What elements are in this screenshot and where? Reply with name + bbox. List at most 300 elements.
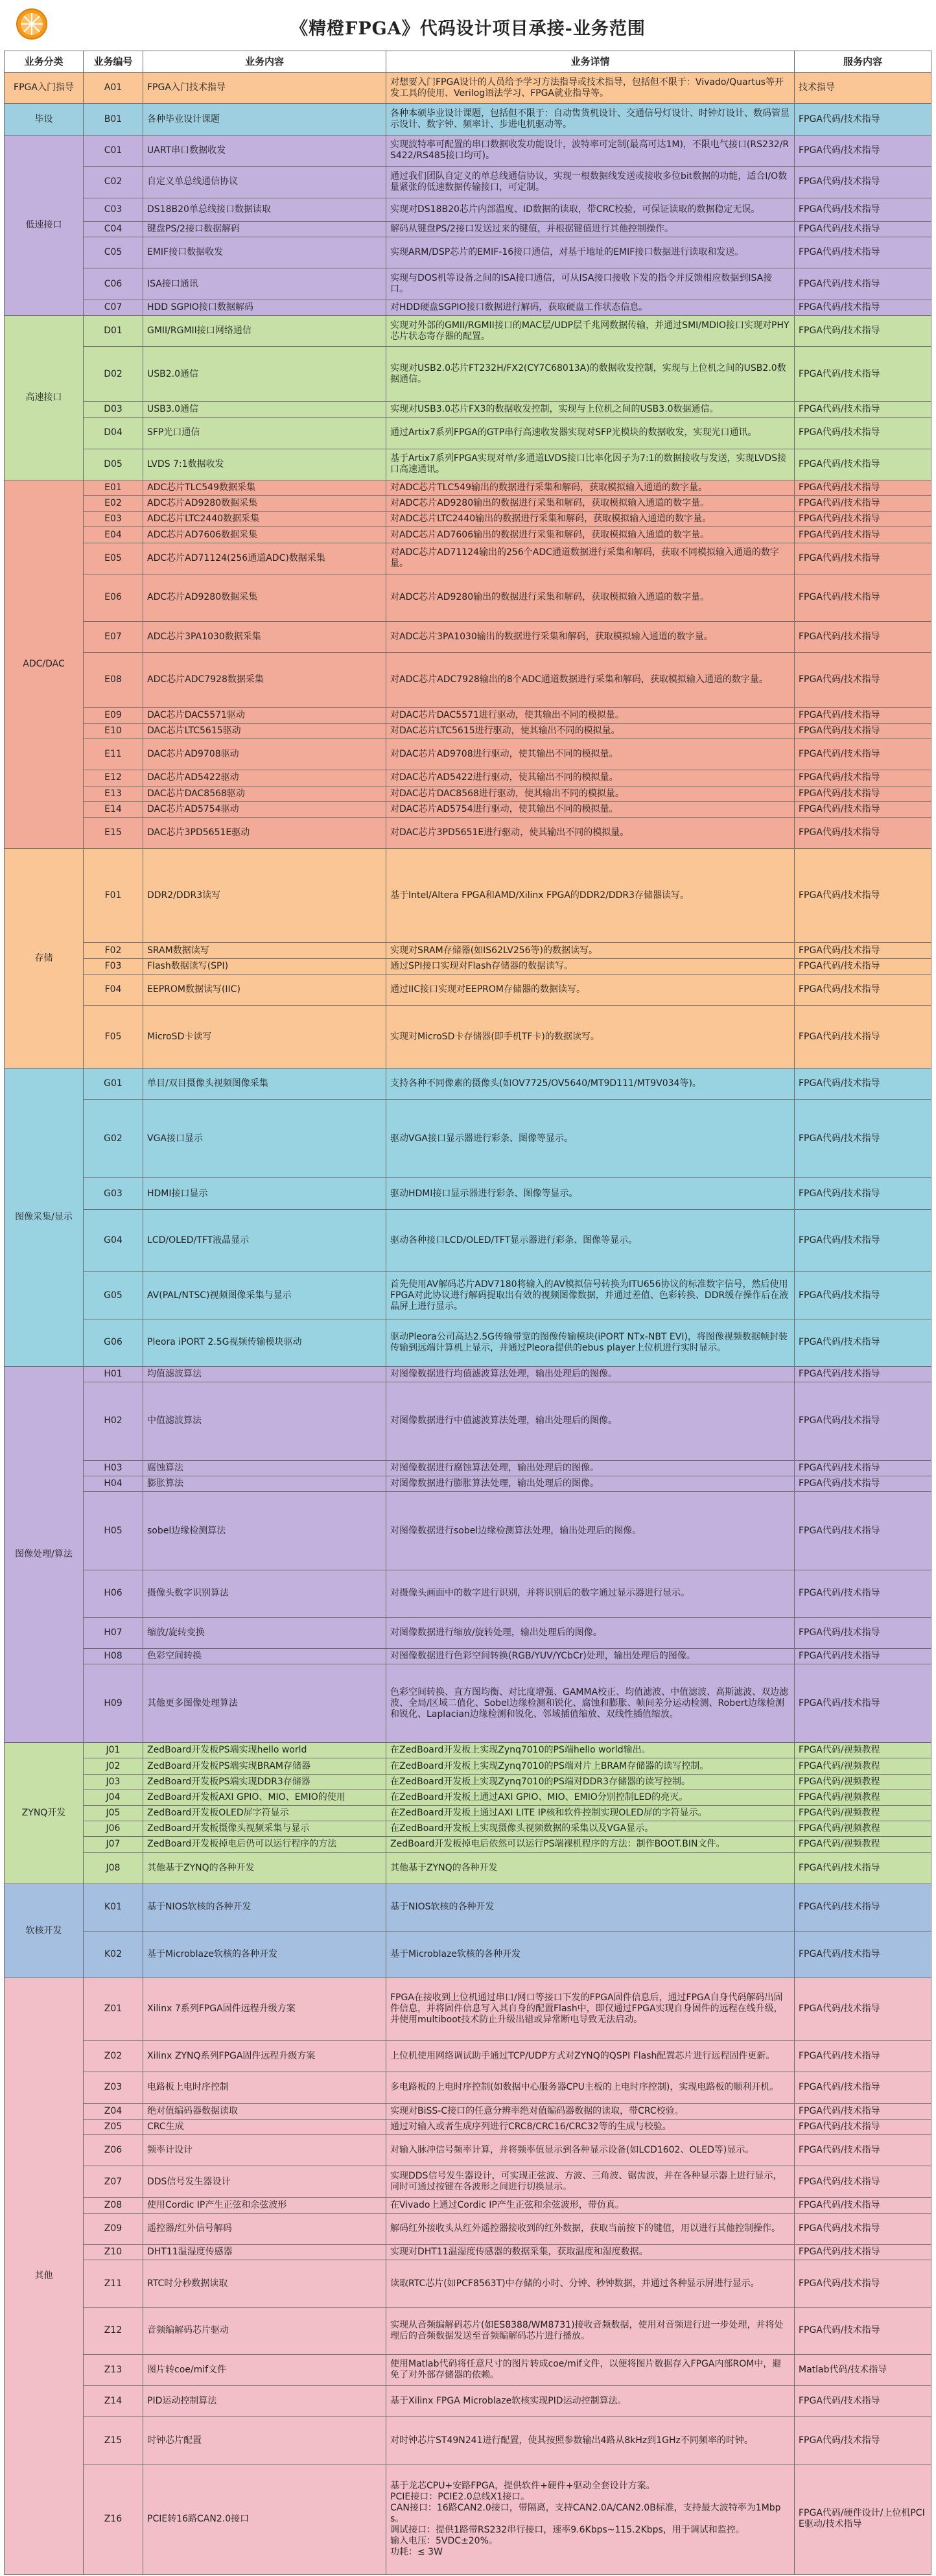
content-cell: 摄像头数字识别算法: [143, 1570, 386, 1618]
content-cell: ADC芯片3PA1030数据采集: [143, 621, 386, 652]
table-row: [5, 543, 931, 574]
table-row: [5, 849, 931, 943]
service-cell: FPGA代码/技术指导: [795, 1931, 931, 1978]
code-cell: E01: [84, 480, 143, 495]
detail-cell: 驱动HDMI接口显示器进行彩条、图像等显示。: [386, 1178, 795, 1209]
table-row: [5, 2417, 931, 2464]
service-cell: FPGA代码/技术指导: [795, 2386, 931, 2417]
content-cell: UART串口数据收发: [143, 135, 386, 166]
service-cell: FPGA代码/技术指导: [795, 2213, 931, 2244]
content-cell: 缩放/旋转变换: [143, 1617, 386, 1648]
table-row: [5, 652, 931, 707]
content-cell: ADC芯片TLC549数据采集: [143, 480, 386, 495]
service-cell: FPGA代码/技术指导: [795, 2417, 931, 2464]
code-cell: Z06: [84, 2134, 143, 2166]
table-row: [5, 2103, 931, 2119]
detail-cell: 读取RTC芯片(如PCF8563T)中存储的小时、分钟、秒钟数据，并通过各种显示屏进行显示。: [386, 2260, 795, 2308]
service-cell: FPGA代码/技术指导: [795, 1852, 931, 1884]
table-row: [5, 1617, 931, 1648]
service-cell: FPGA代码/技术指导: [795, 2103, 931, 2119]
table-row: [5, 1837, 931, 1852]
table-row: [5, 2308, 931, 2355]
service-cell: FPGA代码/技术指导: [795, 300, 931, 315]
table-row: [5, 801, 931, 817]
table-row: [5, 2197, 931, 2213]
code-cell: Z02: [84, 2040, 143, 2072]
code-cell: G06: [84, 1319, 143, 1367]
content-cell: DAC芯片LTC5615驱动: [143, 723, 386, 739]
table-row: [5, 1570, 931, 1618]
content-cell: 图片转coe/mif文件: [143, 2354, 386, 2385]
table-row: [5, 817, 931, 848]
category-cell: 高速接口: [5, 315, 84, 480]
code-cell: J08: [84, 1852, 143, 1884]
detail-cell: 驱动Pleora公司高达2.5G传输带宽的图像传输模块(iPORT NTx-NBT EVI)，将图像视频数据帧封装传输到远端计算机上显示，并通过Pleora提供的ebus player上位机进行实时显示。: [386, 1319, 795, 1367]
code-cell: E12: [84, 770, 143, 786]
table-row: [5, 1178, 931, 1209]
code-cell: C07: [84, 300, 143, 315]
code-cell: E06: [84, 574, 143, 622]
service-cell: FPGA代码/技术指导: [795, 237, 931, 268]
content-cell: DHT11温湿度传感器: [143, 2245, 386, 2260]
table-row: [5, 1664, 931, 1743]
service-cell: FPGA代码/技术指导: [795, 2072, 931, 2103]
content-cell: ADC芯片AD9280数据采集: [143, 496, 386, 512]
code-cell: E09: [84, 707, 143, 723]
code-cell: E04: [84, 527, 143, 543]
table-row: [5, 449, 931, 480]
detail-cell: 在ZedBoard开发板上实现Zynq7010的PS端对片上BRAM存储器的读写控制。: [386, 1758, 795, 1774]
service-cell: FPGA代码/技术指导: [795, 2245, 931, 2260]
detail-cell: 对DAC芯片AD9708进行驱动，使其输出不同的模拟量。: [386, 739, 795, 770]
detail-cell: 对图像数据进行膨胀算法处理，输出处理后的图像。: [386, 1476, 795, 1491]
code-cell: C03: [84, 198, 143, 221]
table-row: [5, 268, 931, 300]
content-cell: PCIE转16路CAN2.0接口: [143, 2464, 386, 2574]
detail-cell: 对ADC芯片AD9280输出的数据进行采集和解码，获取模拟输入通道的数字量。: [386, 496, 795, 512]
content-cell: 使用Cordic IP产生正弦和余弦波形: [143, 2197, 386, 2213]
service-cell: FPGA代码/技术指导: [795, 801, 931, 817]
content-cell: 腐蚀算法: [143, 1460, 386, 1476]
code-cell: E13: [84, 786, 143, 801]
code-cell: J03: [84, 1774, 143, 1790]
service-cell: FPGA代码/技术指导: [795, 2119, 931, 2134]
code-cell: H06: [84, 1570, 143, 1618]
detail-cell: 实现与DOS机等设备之间的ISA接口通信，可从ISA接口接收下发的指令并反馈相应数据到ISA接口。: [386, 268, 795, 300]
code-cell: D02: [84, 347, 143, 402]
content-cell: 电路板上电时序控制: [143, 2072, 386, 2103]
service-cell: FPGA代码/技术指导: [795, 543, 931, 574]
category-cell: 毕设: [5, 104, 84, 135]
content-cell: EEPROM数据读写(IIC): [143, 974, 386, 1005]
table-row: [5, 1774, 931, 1790]
code-cell: H03: [84, 1460, 143, 1476]
content-cell: Pleora iPORT 2.5G视频传输模块驱动: [143, 1319, 386, 1367]
code-cell: G04: [84, 1209, 143, 1272]
service-cell: FPGA代码/技术指导: [795, 1366, 931, 1382]
code-cell: Z15: [84, 2417, 143, 2464]
code-cell: A01: [84, 73, 143, 104]
table-row: [5, 512, 931, 527]
content-cell: DS18B20单总线接口数据读取: [143, 198, 386, 221]
service-cell: FPGA代码/技术指导: [795, 1178, 931, 1209]
table-row: [5, 1884, 931, 1931]
detail-cell: 基于龙芯CPU+安路FPGA，提供软件+硬件+驱动全套设计方案。 PCIE接口：PCIE2.0总线X1接口。 CAN接口：16路CAN2.0接口，带隔离，支持CAN2.0A/CAN2.0B标准，支持最大波特率为1Mbps。 调试接口：提供1路带RS232串行接口，速率9.6Kbps~115.2Kbps，用于调试和监控。 输入电压：5VDC±20%。 功耗：≤ 3W: [386, 2464, 795, 2574]
detail-cell: 对HDD硬盘SGPIO接口数据进行解码，获取硬盘工作状态信息。: [386, 300, 795, 315]
code-cell: B01: [84, 104, 143, 135]
detail-cell: 对ADC芯片AD7606输出的数据进行采集和解码，获取模拟输入通道的数字量。: [386, 527, 795, 543]
detail-cell: FPGA在接收到上位机通过串口/网口等接口下发的FPGA固件信息后，通过FPGA自身代码解码出固件信息，并将固件信息写入其自身的配置Flash中，即仅通过FPGA实现自身固件的远程在线升级，并使用multiboot技术防止升级出错或异常断电导致无法启动。: [386, 1978, 795, 2041]
category-cell: 存储: [5, 849, 84, 1069]
service-cell: FPGA代码/技术指导: [795, 104, 931, 135]
service-cell: FPGA代码/技术指导: [795, 347, 931, 402]
service-cell: FPGA代码/技术指导: [795, 2040, 931, 2072]
category-cell: FPGA入门指导: [5, 73, 84, 104]
service-cell: FPGA代码/技术指导: [795, 496, 931, 512]
content-cell: Flash数据读写(SPI): [143, 958, 386, 974]
detail-cell: 对DAC芯片DAC5571进行驱动，使其输出不同的模拟量。: [386, 707, 795, 723]
code-cell: E10: [84, 723, 143, 739]
code-cell: Z04: [84, 2103, 143, 2119]
detail-cell: 实现对USB2.0芯片FT232H/FX2(CY7C68013A)的数据收发控制，实现与上位机之间的USB2.0数据通信。: [386, 347, 795, 402]
service-cell: FPGA代码/技术指导: [795, 1664, 931, 1743]
category-cell: 其他: [5, 1978, 84, 2575]
code-cell: C01: [84, 135, 143, 166]
content-cell: EMIF接口数据收发: [143, 237, 386, 268]
detail-cell: 其他基于ZYNQ的各种开发: [386, 1852, 795, 1884]
content-cell: ADC芯片AD71124(256通道ADC)数据采集: [143, 543, 386, 574]
table-row: [5, 347, 931, 402]
detail-cell: 通过Artix7系列FPGA的GTP串行高速收发器实现对SFP光模块的数据收发，实现光口通讯。: [386, 418, 795, 449]
code-cell: E14: [84, 801, 143, 817]
table-row: [5, 2166, 931, 2197]
page-title: 《精橙FPGA》代码设计项目承接-业务范围: [290, 19, 646, 39]
service-cell: FPGA代码/技术指导: [795, 849, 931, 943]
code-cell: Z09: [84, 2213, 143, 2244]
content-cell: LCD/OLED/TFT液晶显示: [143, 1209, 386, 1272]
category-cell: 软核开发: [5, 1884, 84, 1978]
content-cell: AV(PAL/NTSC)视频图像采集与显示: [143, 1272, 386, 1319]
table-row: [5, 943, 931, 958]
code-cell: F05: [84, 1006, 143, 1069]
service-cell: FPGA代码/技术指导: [795, 1476, 931, 1491]
code-cell: G05: [84, 1272, 143, 1319]
service-cell: FPGA代码/技术指导: [795, 1006, 931, 1069]
content-cell: ZedBoard开发板OLED屏字符显示: [143, 1806, 386, 1821]
service-cell: 技术指导: [795, 73, 931, 104]
service-cell: FPGA代码/技术指导: [795, 817, 931, 848]
code-cell: E15: [84, 817, 143, 848]
content-cell: 音频编解码芯片驱动: [143, 2308, 386, 2355]
code-cell: E03: [84, 512, 143, 527]
content-cell: DDS信号发生器设计: [143, 2166, 386, 2197]
service-cell: FPGA代码/视频教程: [795, 1790, 931, 1805]
code-cell: C02: [84, 167, 143, 198]
content-cell: 自定义单总线通信协议: [143, 167, 386, 198]
code-cell: Z14: [84, 2386, 143, 2417]
content-cell: 色彩空间转换: [143, 1649, 386, 1664]
detail-cell: 对图像数据进行均值滤波算法处理，输出处理后的图像。: [386, 1366, 795, 1382]
code-cell: K01: [84, 1884, 143, 1931]
detail-cell: 对图像数据进行腐蚀算法处理，输出处理后的图像。: [386, 1460, 795, 1476]
code-cell: Z01: [84, 1978, 143, 2041]
code-cell: J05: [84, 1806, 143, 1821]
code-cell: E07: [84, 621, 143, 652]
code-cell: E02: [84, 496, 143, 512]
service-cell: FPGA代码/技术指导: [795, 2260, 931, 2308]
content-cell: SFP光口通信: [143, 418, 386, 449]
table-row: [5, 707, 931, 723]
service-cell: FPGA代码/技术指导: [795, 723, 931, 739]
content-cell: GMII/RGMII接口网络通信: [143, 315, 386, 346]
detail-cell: 在ZedBoard开发板上通过AXI LITE IP核和软件控制实现OLED屏的字符显示。: [386, 1806, 795, 1821]
code-cell: Z07: [84, 2166, 143, 2197]
service-cell: FPGA代码/技术指导: [795, 221, 931, 237]
table-row: [5, 2386, 931, 2417]
code-cell: F04: [84, 974, 143, 1005]
service-cell: FPGA代码/视频教程: [795, 1821, 931, 1837]
code-cell: G01: [84, 1069, 143, 1100]
service-cell: FPGA代码/技术指导: [795, 707, 931, 723]
content-cell: PID运动控制算法: [143, 2386, 386, 2417]
table-row: [5, 1069, 931, 1100]
code-cell: J02: [84, 1758, 143, 1774]
content-cell: ZedBoard开发板PS端实现BRAM存储器: [143, 1758, 386, 1774]
detail-cell: 实现ARM/DSP芯片的EMIF-16接口通信，对基于地址的EMIF接口数据进行读取和发送。: [386, 237, 795, 268]
table-row: [5, 574, 931, 622]
detail-cell: 支持各种不同像素的摄像头(如OV7725/OV5640/MT9D111/MT9V034等)。: [386, 1069, 795, 1100]
detail-cell: 上位机使用网络调试助手通过TCP/UDP方式对ZYNQ的QSPI Flash配置芯片进行远程固件更新。: [386, 2040, 795, 2072]
table-row: [5, 2040, 931, 2072]
service-cell: FPGA代码/技术指导: [795, 1100, 931, 1178]
code-cell: G02: [84, 1100, 143, 1178]
code-cell: H02: [84, 1382, 143, 1460]
service-cell: FPGA代码/技术指导: [795, 770, 931, 786]
service-cell: FPGA代码/视频教程: [795, 1806, 931, 1821]
content-cell: ADC芯片ADC7928数据采集: [143, 652, 386, 707]
service-cell: FPGA代码/技术指导: [795, 958, 931, 974]
table-row: [5, 1852, 931, 1884]
service-cell: FPGA代码/技术指导: [795, 786, 931, 801]
table-row: [5, 2260, 931, 2308]
content-cell: LVDS 7:1数据收发: [143, 449, 386, 480]
header-content: 业务内容: [143, 51, 386, 73]
table-row: [5, 401, 931, 417]
detail-cell: 驱动VGA接口显示器进行彩条、图像等显示。: [386, 1100, 795, 1178]
content-cell: ADC芯片AD7606数据采集: [143, 527, 386, 543]
detail-cell: 多电路板的上电时序控制(如数据中心服务器CPU主板的上电时序控制)，实现电路板的顺利开机。: [386, 2072, 795, 2103]
table-row: [5, 2134, 931, 2166]
table-row: [5, 221, 931, 237]
table-row: [5, 958, 931, 974]
table-row: [5, 135, 931, 166]
table-row: [5, 1806, 931, 1821]
content-cell: DAC芯片AD5422驱动: [143, 770, 386, 786]
content-cell: 键盘PS/2接口数据解码: [143, 221, 386, 237]
service-cell: Matlab代码/技术指导: [795, 2354, 931, 2385]
code-cell: Z05: [84, 2119, 143, 2134]
table-row: [5, 1460, 931, 1476]
code-cell: D05: [84, 449, 143, 480]
table-row: [5, 1476, 931, 1491]
service-cell: FPGA代码/技术指导: [795, 943, 931, 958]
code-cell: Z03: [84, 2072, 143, 2103]
detail-cell: 实现对外部的GMII/RGMII接口的MAC层/UDP层千兆网数据传输，并通过SMI/MDIO接口实现对PHY芯片状态寄存器的配置。: [386, 315, 795, 346]
detail-cell: 使用Matlab代码将任意尺寸的图片转成coe/mif文件，以便将图片数据存入FPGA内部ROM中，避免了对外部存储器的依赖。: [386, 2354, 795, 2385]
content-cell: DAC芯片DAC5571驱动: [143, 707, 386, 723]
service-cell: FPGA代码/视频教程: [795, 1774, 931, 1790]
table-row: [5, 723, 931, 739]
detail-cell: 对ADC芯片LTC2440输出的数据进行采集和解码，获取模拟输入通道的数字量。: [386, 512, 795, 527]
table-header-row: [5, 51, 931, 73]
table-row: [5, 739, 931, 770]
content-cell: SRAM数据读写: [143, 943, 386, 958]
content-cell: 其他基于ZYNQ的各种开发: [143, 1852, 386, 1884]
table-row: [5, 770, 931, 786]
service-cell: FPGA代码/视频教程: [795, 1743, 931, 1758]
code-cell: Z16: [84, 2464, 143, 2574]
detail-cell: 实现DDS信号发生器设计，可实现正弦波、方波、三角波、锯齿波，并在各种显示器上进行显示，同时可通过按键在各波形之间进行切换显示。: [386, 2166, 795, 2197]
service-cell: FPGA代码/技术指导: [795, 1570, 931, 1618]
content-cell: 单目/双目摄像头视频图像采集: [143, 1069, 386, 1100]
table-row: [5, 2213, 931, 2244]
content-cell: 频率计设计: [143, 2134, 386, 2166]
table-row: [5, 480, 931, 495]
service-cell: FPGA代码/技术指导: [795, 2166, 931, 2197]
table-row: [5, 1209, 931, 1272]
code-cell: Z08: [84, 2197, 143, 2213]
detail-cell: 实现波特率可配置的串口数据收发功能设计，波特率可定制(最高可达1M)，不限电气接口(RS232/RS422/RS485接口均可)。: [386, 135, 795, 166]
content-cell: Xilinx ZYNQ系列FPGA固件远程升级方案: [143, 2040, 386, 2072]
business-scope-table: [4, 51, 931, 2575]
detail-cell: 实现对SRAM存储器(如IS62LV256等)的数据读写。: [386, 943, 795, 958]
service-cell: FPGA代码/技术指导: [795, 1492, 931, 1570]
code-cell: Z10: [84, 2245, 143, 2260]
content-cell: 各种毕业设计课题: [143, 104, 386, 135]
table-row: [5, 1758, 931, 1774]
content-cell: ZedBoard开发板AXI GPIO、MIO、EMIO的使用: [143, 1790, 386, 1805]
service-cell: FPGA代码/技术指导: [795, 739, 931, 770]
table-row: [5, 1743, 931, 1758]
content-cell: sobel边缘检测算法: [143, 1492, 386, 1570]
table-row: [5, 237, 931, 268]
detail-cell: 对ADC芯片AD71124输出的256个ADC通道数据进行采集和解码，获取不同模拟输入通道的数字量。: [386, 543, 795, 574]
service-cell: FPGA代码/技术指导: [795, 401, 931, 417]
code-cell: C05: [84, 237, 143, 268]
code-cell: J01: [84, 1743, 143, 1758]
code-cell: H05: [84, 1492, 143, 1570]
service-cell: FPGA代码/技术指导: [795, 1978, 931, 2041]
content-cell: ZedBoard开发板PS端实现hello world: [143, 1743, 386, 1758]
code-cell: F02: [84, 943, 143, 958]
detail-cell: 各种本硕毕业设计课题，包括但不限于：自动售货机设计、交通信号灯设计、时钟灯设计、数码管显示设计、数字钟、频率计、步进电机驱动等。: [386, 104, 795, 135]
service-cell: FPGA代码/技术指导: [795, 2197, 931, 2213]
code-cell: Z13: [84, 2354, 143, 2385]
table-row: [5, 1366, 931, 1382]
detail-cell: 对DAC芯片LTC5615进行驱动，使其输出不同的模拟量。: [386, 723, 795, 739]
detail-cell: 实现对USB3.0芯片FX3的数据收发控制，实现与上位机之间的USB3.0数据通信。: [386, 401, 795, 417]
content-cell: 遥控器/红外信号解码: [143, 2213, 386, 2244]
content-cell: DDR2/DDR3读写: [143, 849, 386, 943]
content-cell: 均值滤波算法: [143, 1366, 386, 1382]
code-cell: F01: [84, 849, 143, 943]
service-cell: FPGA代码/技术指导: [795, 512, 931, 527]
header-service: 服务内容: [795, 51, 931, 73]
table-row: [5, 418, 931, 449]
code-cell: E08: [84, 652, 143, 707]
category-cell: 低速接口: [5, 135, 84, 315]
table-row: [5, 527, 931, 543]
content-cell: 其他更多图像处理算法: [143, 1664, 386, 1743]
code-cell: D04: [84, 418, 143, 449]
table-row: [5, 198, 931, 221]
table-row: [5, 73, 931, 104]
table-row: [5, 1272, 931, 1319]
content-cell: HDD SGPIO接口数据解码: [143, 300, 386, 315]
detail-cell: 实现对DS18B20芯片内部温度、ID数据的读取，带CRC校验，可保证读取的数据稳定无误。: [386, 198, 795, 221]
code-cell: J06: [84, 1821, 143, 1837]
content-cell: 基于Microblaze软核的各种开发: [143, 1931, 386, 1978]
table-row: [5, 2354, 931, 2385]
detail-cell: 对摄像头画面中的数字进行识别，并将识别后的数字通过显示器进行显示。: [386, 1570, 795, 1618]
table-row: [5, 2072, 931, 2103]
content-cell: DAC芯片AD9708驱动: [143, 739, 386, 770]
code-cell: H07: [84, 1617, 143, 1648]
detail-cell: 基于Intel/Altera FPGA和AMD/Xilinx FPGA的DDR2/DDR3存储器读写。: [386, 849, 795, 943]
table-row: [5, 1978, 931, 2041]
detail-cell: 基于Xilinx FPGA Microblaze软核实现PID运动控制算法。: [386, 2386, 795, 2417]
detail-cell: 在ZedBoard开发板上实现Zynq7010的PS端hello world输出。: [386, 1743, 795, 1758]
detail-cell: 对ADC芯片TLC549输出的数据进行采集和解码，获取模拟输入通道的数字量。: [386, 480, 795, 495]
service-cell: FPGA代码/技术指导: [795, 621, 931, 652]
code-cell: C04: [84, 221, 143, 237]
code-cell: H08: [84, 1649, 143, 1664]
detail-cell: 驱动各种接口LCD/OLED/TFT显示器进行彩条、图像等显示。: [386, 1209, 795, 1272]
content-cell: FPGA入门技术指导: [143, 73, 386, 104]
detail-cell: 对想要入门FPGA设计的人员给予学习方法指导或技术指导，包括但不限于：Vivado/Quartus等开发工具的使用、Verilog语法学习、FPGA就业指导等。: [386, 73, 795, 104]
code-cell: D01: [84, 315, 143, 346]
category-cell: ZYNQ开发: [5, 1743, 84, 1884]
detail-cell: 对图像数据进行中值滤波算法处理，输出处理后的图像。: [386, 1382, 795, 1460]
detail-cell: 在Vivado上通过Cordic IP产生正弦和余弦波形，带仿真。: [386, 2197, 795, 2213]
service-cell: FPGA代码/视频教程: [795, 1758, 931, 1774]
service-cell: FPGA代码/技术指导: [795, 418, 931, 449]
code-cell: J07: [84, 1837, 143, 1852]
service-cell: FPGA代码/技术指导: [795, 1319, 931, 1367]
detail-cell: 解码红外接收头从红外遥控器接收到的红外数据，获取当前按下的键值，用以进行其他控制操作。: [386, 2213, 795, 2244]
table-row: [5, 315, 931, 346]
code-cell: C06: [84, 268, 143, 300]
detail-cell: 对图像数据进行色彩空间转换(RGB/YUV/YCbCr)处理，输出处理后的图像。: [386, 1649, 795, 1664]
content-cell: USB2.0通信: [143, 347, 386, 402]
service-cell: FPGA代码/技术指导: [795, 198, 931, 221]
service-cell: FPGA代码/技术指导: [795, 480, 931, 495]
service-cell: FPGA代码/技术指导: [795, 1460, 931, 1476]
table-row: [5, 300, 931, 315]
service-cell: FPGA代码/技术指导: [795, 135, 931, 166]
detail-cell: 对输入脉冲信号频率计算，并将频率值显示到各种显示设备(如LCD1602、OLED等)显示。: [386, 2134, 795, 2166]
detail-cell: 对DAC芯片3PD5651E进行驱动，使其输出不同的模拟量。: [386, 817, 795, 848]
service-cell: FPGA代码/技术指导: [795, 2308, 931, 2355]
header-detail: 业务详情: [386, 51, 795, 73]
table-row: [5, 167, 931, 198]
table-row: [5, 2119, 931, 2134]
code-cell: D03: [84, 401, 143, 417]
detail-cell: 实现对DHT11温湿度传感器的数据采集，获取温度和湿度数据。: [386, 2245, 795, 2260]
content-cell: DAC芯片DAC8568驱动: [143, 786, 386, 801]
header-category: 业务分类: [5, 51, 84, 73]
service-cell: FPGA代码/技术指导: [795, 2134, 931, 2166]
